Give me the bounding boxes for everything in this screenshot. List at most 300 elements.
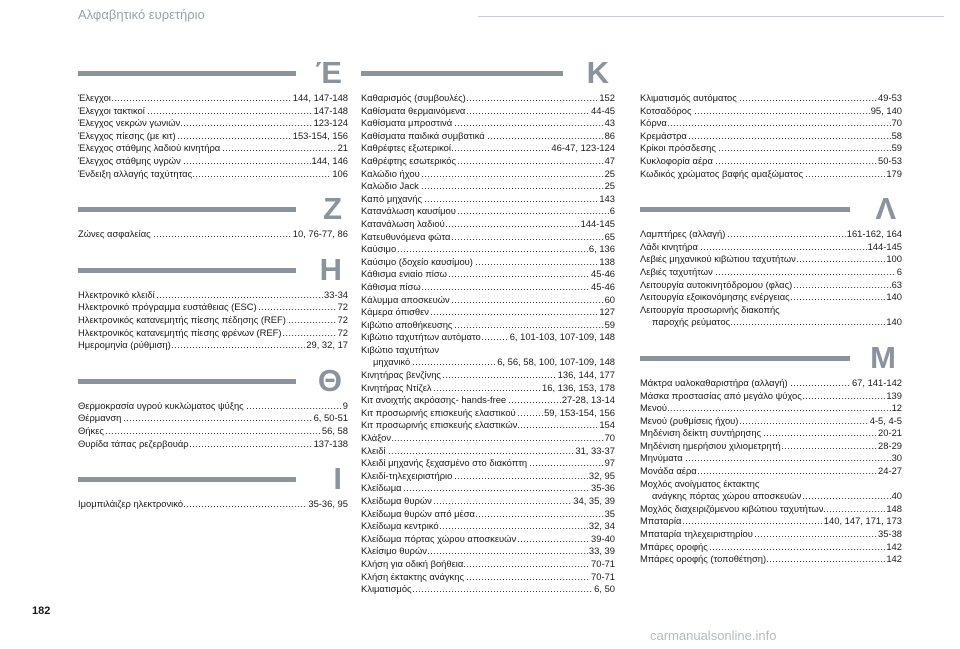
index-entry — [78, 412, 348, 425]
entry-pages: 20-21 — [878, 427, 902, 439]
entry-term: Ηλεκτρονικός κατανεμητής πίεσης πέδησης (REF) — [78, 313, 286, 325]
section-header — [640, 191, 902, 228]
section-header — [78, 461, 348, 498]
entry-term: Κάθισμα πίσω — [361, 280, 421, 292]
entry-term: Κρεμάστρα — [640, 129, 687, 141]
entry-pages: 56, 58 — [321, 424, 348, 436]
entry-term: Κωδικός χρώματος βαφής αμαξώματος — [640, 167, 804, 179]
index-entry — [361, 319, 615, 332]
index-entry — [361, 520, 615, 533]
index-entry — [78, 314, 348, 327]
entry-pages: 63 — [891, 278, 902, 290]
entry-term: Μπαταρία — [640, 515, 682, 527]
index-section — [640, 339, 902, 580]
entry-term: Θερμοκρασία υγρού κυκλώματος ψύξης — [78, 399, 244, 411]
entry-pages: 136, 144, 177 — [557, 369, 615, 381]
entry-pages: 6, 50-51 — [313, 412, 348, 424]
index-entry — [640, 304, 902, 317]
entry-pages: 27-28, 13-14 — [561, 394, 615, 406]
entry-term: Έλεγχοι τακτικοί — [78, 104, 145, 116]
entry-term: Ηλεκτρονικό πρόγραμμα ευστάθειας (ESC) — [78, 301, 257, 313]
index-entry — [640, 415, 902, 428]
entry-term: Κλείδωμα — [361, 482, 402, 494]
entry-term: Ένδειξη αλλαγής ταχύτητας — [78, 167, 193, 179]
entry-pages: 70 — [604, 432, 615, 444]
index-entry — [78, 92, 348, 105]
entry-term: Κάθισμα ενιαίο πίσω — [361, 268, 447, 280]
page-number: 182 — [32, 605, 51, 617]
section-gap — [78, 352, 348, 366]
entry-pages: 143 — [599, 192, 615, 204]
section-rule — [78, 71, 296, 76]
entry-pages: 147-148 — [313, 104, 348, 116]
entry-pages: 60 — [604, 293, 615, 305]
entry-term: Κρίκοι πρόσδεσης — [640, 142, 716, 154]
index-entry — [640, 390, 902, 403]
section-letter: Ι — [333, 461, 342, 497]
entry-term: Έλεγχος στάθμης λαδιού κινητήρα — [78, 142, 221, 154]
entry-pages: 4-5, 4-5 — [869, 414, 902, 426]
index-entry — [361, 344, 615, 357]
index-entry — [640, 528, 902, 541]
index-entry — [361, 92, 615, 105]
entry-pages: 100 — [886, 253, 902, 265]
index-entry — [640, 105, 902, 118]
entry-term: Κοτσαδόρος — [640, 104, 692, 116]
index-entry — [361, 356, 615, 369]
index-column-3 — [640, 92, 902, 580]
index-entry — [361, 168, 615, 181]
entry-term: Κάλυμμα αποσκευών — [361, 293, 450, 305]
entry-pages: 32, 95 — [588, 469, 615, 481]
section-rule — [78, 207, 296, 212]
index-section — [78, 362, 348, 464]
entry-term: Λειτουργία εξοικονόμησης ενέργειας — [640, 291, 790, 303]
entry-term: Έλεγχος στάθμης υγρών — [78, 154, 181, 166]
index-entry — [361, 231, 615, 244]
index-entry — [361, 369, 615, 382]
entry-pages: 31, 33-37 — [575, 444, 615, 456]
entry-term: Καθρέφτες εξωτερικοί — [361, 142, 451, 154]
entry-term: Κλείδωμα πόρτας χώρου αποσκευών — [361, 532, 517, 544]
index-entry — [78, 117, 348, 130]
entry-term: Λειτουργία προσωρινής διακοπής — [640, 303, 780, 315]
index-entry — [78, 289, 348, 302]
entry-pages: 25 — [604, 180, 615, 192]
entry-pages: 50-53 — [878, 154, 902, 166]
section-rule — [78, 477, 296, 482]
index-entry — [78, 301, 348, 314]
entry-term: ανάγκης πόρτας χώρου αποσκευών — [640, 490, 802, 501]
entry-term: Κατανάλωση λαδιού — [361, 217, 445, 229]
entry-pages: 72 — [337, 313, 348, 325]
entry-pages: 47 — [604, 154, 615, 166]
entry-term: Μπαταρία τηλεχειριστηρίου — [640, 528, 753, 540]
entry-pages: 24-27 — [878, 465, 902, 477]
entry-term: Μοχλός ανοίγματος έκτακτης — [640, 477, 760, 489]
entry-term: Μάκτρα υαλοκαθαριστήρα (αλλαγή) — [640, 376, 788, 388]
page-title: Αλφαβητικό ευρετήριο — [78, 7, 205, 22]
entry-pages: 70-71 — [591, 570, 615, 582]
section-header — [78, 362, 348, 400]
entry-term: Έλεγχος νεκρών γωνιών — [78, 117, 181, 129]
index-entry — [361, 281, 615, 294]
index-entry — [361, 382, 615, 395]
index-entry — [78, 155, 348, 168]
entry-term: Καλώδιο ήχου — [361, 167, 420, 179]
index-entry — [361, 482, 615, 495]
section-gap — [78, 180, 348, 194]
index-section — [78, 55, 348, 194]
index-entry — [361, 117, 615, 130]
index-entry — [361, 105, 615, 118]
section-letter: Η — [319, 251, 342, 287]
entry-pages: 30 — [891, 452, 902, 464]
index-entry — [361, 331, 615, 344]
index-entry — [361, 306, 615, 319]
index-entry — [361, 583, 615, 596]
entry-term: Καπό μηχανής — [361, 192, 422, 204]
section-gap — [78, 241, 348, 255]
entry-pages: 21 — [337, 142, 348, 154]
index-entry — [361, 268, 615, 281]
entry-term: Κλείδωμα θυρών από μέσα — [361, 507, 475, 519]
index-entry — [640, 440, 902, 453]
entry-pages: 39-40 — [591, 532, 615, 544]
index-entry — [640, 142, 902, 155]
entry-term: Θυρίδα τάπας ρεζερβουάρ — [78, 437, 189, 449]
entry-term: Κλήση έκτακτης ανάγκης — [361, 570, 464, 582]
entry-term: Καύσιμο — [361, 243, 397, 255]
index-entry — [361, 508, 615, 521]
entry-pages: 29, 32, 17 — [306, 339, 348, 351]
entry-term: Καθαρισμός (συμβουλές) — [361, 92, 466, 103]
index-section — [640, 191, 902, 343]
entry-pages: 6, 56, 58, 100, 107-109, 148 — [497, 356, 615, 368]
entry-term: Ημερομηνία (ρύθμιση) — [78, 339, 171, 351]
entry-term: Έλεγχοι — [78, 92, 111, 103]
entry-term: Θέρμανση — [78, 412, 122, 424]
index-entry — [78, 400, 348, 413]
entry-pages: 58 — [891, 129, 902, 141]
index-entry — [361, 294, 615, 307]
index-entry — [361, 495, 615, 508]
entry-term: Ηλεκτρονικός κατανεμητής πίεσης φρένων (REF) — [78, 326, 282, 338]
entry-pages: 32, 34 — [588, 520, 615, 532]
index-entry — [640, 465, 902, 478]
section-letter: Ζ — [323, 191, 342, 227]
section-gap — [640, 329, 902, 343]
entry-pages: 45-46 — [591, 268, 615, 280]
section-gap — [640, 566, 902, 580]
entry-pages: 43 — [604, 117, 615, 129]
entry-term: Ζώνες ασφαλείας — [78, 228, 151, 240]
index-section — [361, 55, 615, 610]
entry-pages: 95, 140 — [870, 104, 902, 116]
entry-term: Θήκες — [78, 424, 104, 436]
index-entry — [640, 266, 902, 279]
entry-term: Κιβώτιο ταχυτήτων — [361, 343, 440, 355]
entry-pages: 16, 136, 153, 178 — [542, 381, 615, 393]
entry-term: Κινητήρας βενζίνης — [361, 369, 441, 381]
entry-pages: 33, 39 — [588, 545, 615, 557]
index-entry — [361, 180, 615, 193]
entry-pages: 6, 50 — [594, 583, 615, 595]
entry-term: Κιτ προσωρινής επισκευής ελαστικού — [361, 406, 516, 418]
entry-pages: 106 — [332, 167, 348, 179]
entry-pages: 35-38 — [878, 528, 902, 540]
entry-pages: 153-154, 156 — [292, 129, 348, 141]
entry-pages: 123-124 — [313, 117, 348, 129]
entry-pages: 144-145 — [867, 240, 902, 252]
entry-pages: 33-34 — [324, 288, 348, 300]
index-entry — [78, 105, 348, 118]
entry-term: Μονάδα αέρα — [640, 465, 697, 477]
index-entry — [640, 92, 902, 105]
entry-pages: 127 — [599, 306, 615, 318]
index-entry — [361, 419, 615, 432]
index-section — [640, 92, 902, 194]
index-entry — [361, 243, 615, 256]
index-entry — [640, 427, 902, 440]
entry-pages: 6 — [609, 205, 615, 217]
entry-term: Κλειδί μηχανής ξεχασμένο στο διακόπτη — [361, 457, 528, 469]
entry-term: Καθίσματα μπροστινά — [361, 117, 453, 129]
index-entry — [361, 256, 615, 269]
entry-pages: 140 — [886, 291, 902, 303]
index-entry — [640, 316, 902, 329]
entry-pages: 6, 101-103, 107-109, 148 — [509, 331, 615, 343]
entry-term: Μενού — [640, 402, 668, 414]
entry-term: Μπάρες οροφής — [640, 540, 708, 552]
entry-pages: 138 — [599, 255, 615, 267]
entry-term: Ιμομπιλάιζερ ηλεκτρονικό — [78, 498, 184, 510]
entry-term: Κατευθυνόμενα φώτα — [361, 230, 451, 242]
section-header — [361, 55, 615, 92]
index-entry — [361, 533, 615, 546]
section-rule — [361, 71, 563, 76]
entry-pages: 140, 147, 171, 173 — [823, 515, 902, 527]
entry-pages: 97 — [604, 457, 615, 469]
entry-pages: 154 — [599, 419, 615, 431]
index-section — [78, 461, 348, 525]
index-entry — [361, 545, 615, 558]
index-entry — [640, 241, 902, 254]
entry-pages: 25 — [604, 167, 615, 179]
section-header — [640, 339, 902, 377]
entry-pages: 45-46 — [591, 280, 615, 292]
index-entry — [361, 205, 615, 218]
entry-pages: 137-138 — [313, 437, 348, 449]
entry-term: Κλιματισμός — [361, 583, 412, 595]
index-entry — [361, 470, 615, 483]
index-entry — [78, 339, 348, 352]
section-header — [78, 191, 348, 228]
section-letter: Κ — [586, 55, 609, 90]
entry-term: Κινητήρας Ντίζελ — [361, 381, 432, 393]
entry-pages: 144, 147-148 — [292, 92, 348, 103]
entry-pages: 70 — [891, 117, 902, 129]
section-gap — [78, 450, 348, 464]
entry-term: Κάμερα όπισθεν — [361, 306, 429, 318]
entry-term: Κλιματισμός αυτόματος — [640, 92, 737, 103]
entry-pages: 139 — [886, 389, 902, 401]
entry-term: Κλάξον — [361, 432, 392, 444]
entry-term: Μενού (ρυθμίσεις ήχου) — [640, 414, 739, 426]
index-entry — [640, 155, 902, 168]
index-entry — [78, 498, 348, 511]
index-entry — [361, 130, 615, 143]
entry-pages: 72 — [337, 301, 348, 313]
entry-pages: 28-29 — [878, 439, 902, 451]
entry-pages: 59, 153-154, 156 — [544, 406, 615, 418]
entry-term: Έλεγχος πίεσης (με κιτ) — [78, 129, 176, 141]
entry-term: Λεβιές ταχυτήτων — [640, 265, 713, 277]
entry-term: Κλειδί-τηλεχειριστήριο — [361, 469, 453, 481]
entry-pages: 35 — [604, 507, 615, 519]
entry-pages: 6 — [896, 265, 902, 277]
entry-term: μηχανικό — [361, 356, 411, 367]
entry-term: Μάσκα προστασίας από μεγάλο ψύχος — [640, 389, 802, 401]
index-entry — [640, 168, 902, 181]
entry-pages: 179 — [886, 167, 902, 179]
entry-pages: 44-45 — [591, 104, 615, 116]
index-entry — [640, 452, 902, 465]
index-entry — [78, 327, 348, 340]
header-divider — [478, 16, 944, 17]
index-entry — [361, 142, 615, 155]
section-rule — [78, 268, 296, 273]
index-entry — [640, 553, 902, 566]
entry-pages: 148 — [886, 502, 902, 514]
entry-term: Κιβώτιο ταχυτήτων αυτόματο — [361, 331, 481, 343]
index-entry — [361, 394, 615, 407]
index-entry — [640, 490, 902, 503]
index-section — [78, 191, 348, 255]
index-entry — [78, 168, 348, 181]
index-entry — [640, 503, 902, 516]
index-entry — [640, 130, 902, 143]
entry-pages: 142 — [886, 540, 902, 552]
index-entry — [78, 438, 348, 451]
section-rule — [78, 379, 296, 384]
entry-pages: 10, 76-77, 86 — [292, 228, 348, 240]
section-header — [78, 251, 348, 289]
index-section — [78, 251, 348, 366]
entry-term: Λειτουργία αυτοκινητόδρομου (φλας) — [640, 278, 793, 290]
section-letter: Λ — [875, 191, 896, 227]
entry-pages: 70-71 — [591, 557, 615, 569]
section-letter: Έ — [315, 55, 342, 90]
entry-term: Κυκλοφορία αέρα — [640, 154, 713, 166]
entry-term: Κιτ προσωρινής επισκευής ελαστικών — [361, 419, 518, 431]
index-entry — [640, 291, 902, 304]
index-entry — [640, 377, 902, 390]
index-entry — [78, 142, 348, 155]
entry-term: Κιτ ανοιχτής ακρόασης- hands-free — [361, 394, 507, 406]
section-letter: Θ — [317, 362, 342, 398]
index-entry — [640, 515, 902, 528]
entry-term: Καλώδιο Jack — [361, 180, 419, 192]
section-gap — [640, 180, 902, 194]
entry-term: Κόρνα — [640, 117, 667, 129]
index-entry — [640, 478, 902, 491]
entry-term: Μπάρες οροφής (τοποθέτηση) — [640, 553, 767, 565]
entry-term: Κλήση για οδική βοήθεια — [361, 557, 464, 569]
entry-pages: 34, 35, 39 — [573, 495, 615, 506]
index-entry — [361, 193, 615, 206]
section-gap — [78, 511, 348, 525]
entry-pages: 65 — [604, 230, 615, 242]
entry-pages: 12 — [891, 402, 902, 414]
entry-term: Λεβιές μηχανικού κιβώτιου ταχυτήτων — [640, 253, 796, 265]
entry-term: Μηδένιση ημερήσιου χιλιομετρητή — [640, 439, 781, 451]
index-entry — [361, 457, 615, 470]
entry-term: Κλείδωμα κεντρικό — [361, 520, 439, 532]
index-entry — [78, 425, 348, 438]
index-entry — [361, 155, 615, 168]
entry-term: Κλείδωμα θυρών — [361, 495, 432, 506]
index-entry — [640, 253, 902, 266]
index-entry — [361, 558, 615, 571]
entry-pages: 35-36, 95 — [308, 498, 348, 510]
entry-pages: 6, 136 — [588, 243, 615, 255]
entry-pages: 72 — [337, 326, 348, 338]
index-entry — [361, 445, 615, 458]
section-gap — [361, 596, 615, 610]
index-entry — [361, 571, 615, 584]
entry-pages: 46-47, 123-124 — [551, 142, 615, 154]
header — [0, 0, 960, 50]
index-entry — [640, 402, 902, 415]
index-entry — [361, 218, 615, 231]
entry-term: Καθίσματα παιδικά συμβατικά — [361, 129, 485, 141]
section-rule — [640, 356, 850, 361]
index-entry — [640, 117, 902, 130]
entry-term: Ηλεκτρονικό κλειδί — [78, 288, 155, 300]
entry-pages: 59 — [891, 142, 902, 154]
index-entry — [78, 228, 348, 241]
entry-pages: 59 — [604, 318, 615, 330]
index-column-1 — [78, 55, 348, 525]
entry-term: Καθρέφτης εσωτερικός — [361, 154, 457, 166]
index-column-2 — [361, 55, 615, 610]
entry-pages: 161-162, 164 — [846, 228, 902, 240]
entry-term: Κατανάλωση καυσίμου — [361, 205, 456, 217]
index-entry — [640, 541, 902, 554]
index-entry — [640, 279, 902, 292]
entry-pages: 40 — [891, 490, 902, 502]
entry-term: Μηνύματα — [640, 452, 683, 464]
entry-term: Καθίσματα θερμαινόμενα — [361, 104, 466, 116]
entry-pages: 144, 146 — [311, 154, 348, 166]
index-entry — [361, 432, 615, 445]
entry-pages: 9 — [342, 399, 348, 411]
entry-term: Μηδένιση δείκτη συντήρησης — [640, 427, 762, 439]
entry-term: Καύσιμο (δοχείο καυσίμου) — [361, 255, 473, 267]
index-entry — [640, 228, 902, 241]
entry-term: Κλείσιμο θυρών — [361, 545, 427, 557]
watermark: carmanualsonline.info — [650, 628, 777, 643]
section-header — [78, 55, 348, 92]
entry-term: Λαμπτήρες (αλλαγή) — [640, 228, 726, 240]
entry-pages: 144-145 — [580, 217, 615, 229]
entry-pages: 49-53 — [878, 92, 902, 103]
entry-pages: 35-36 — [591, 482, 615, 494]
index-entry — [78, 130, 348, 143]
entry-pages: 140 — [886, 316, 902, 328]
section-letter: Μ — [870, 339, 896, 375]
